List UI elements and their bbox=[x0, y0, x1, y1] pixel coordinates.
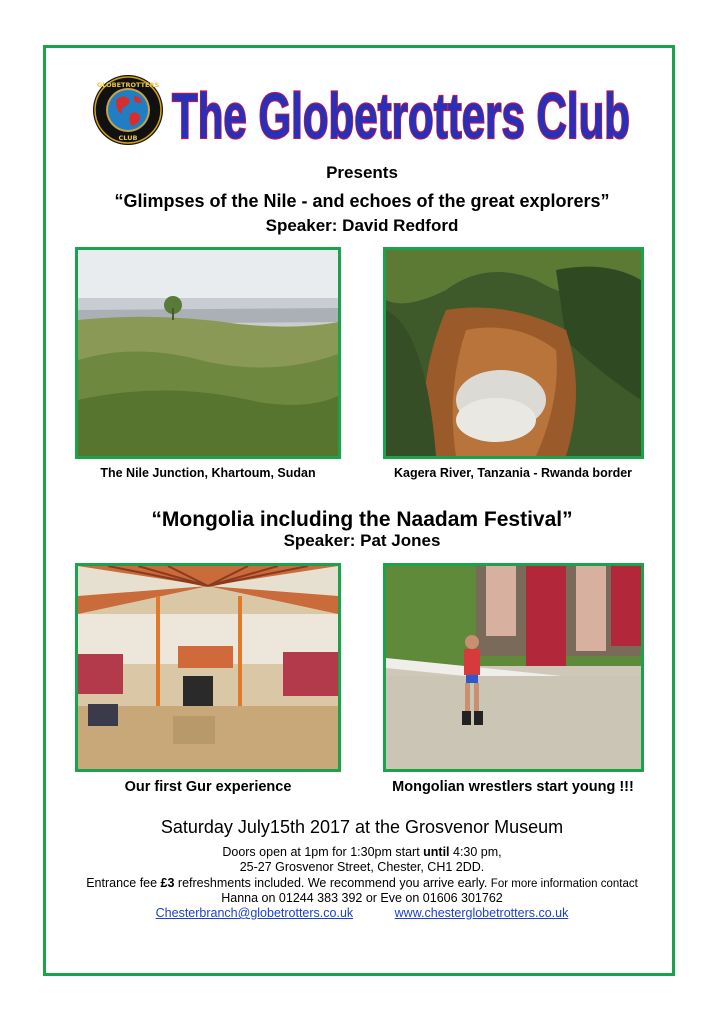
contact-links bbox=[0, 906, 724, 920]
talk1-title: “Glimpses of the Nile - and echoes of the great explorers” bbox=[114, 191, 610, 211]
caption-gur: Our first Gur experience bbox=[124, 779, 292, 795]
kagera-river-photo bbox=[383, 247, 644, 459]
brand-title: The Globetrotters Club bbox=[172, 80, 630, 152]
fee-amount: £3 bbox=[160, 876, 175, 890]
fee-line bbox=[0, 876, 724, 890]
doors-until: until bbox=[423, 845, 450, 859]
caption-nile-junction: The Nile Junction, Khartoum, Sudan bbox=[100, 466, 316, 480]
talk2-title: “Mongolia including the Naadam Festival” bbox=[151, 508, 573, 531]
presents-label: Presents bbox=[326, 163, 398, 182]
logo-bottom-text: CLUB bbox=[118, 134, 138, 142]
globetrotters-logo bbox=[92, 74, 164, 146]
gur-interior-photo bbox=[75, 563, 341, 772]
caption-wrestlers: Mongolian wrestlers start young !!! bbox=[392, 779, 634, 795]
fee-text: Entrance fee bbox=[86, 876, 161, 890]
fee-details: refreshments included. We recommend you arrive early. bbox=[174, 876, 491, 890]
event-date-venue: Saturday July15th 2017 at the Grosvenor Museum bbox=[160, 817, 564, 837]
doors-end-time: 4:30 pm, bbox=[449, 845, 502, 859]
nile-junction-photo bbox=[75, 247, 341, 459]
talk1-speaker: Speaker: David Redford bbox=[265, 216, 459, 235]
wrestlers-photo bbox=[383, 563, 644, 772]
contacts-line: Hanna on 01244 383 392 or Eve on 01606 301762 bbox=[221, 891, 503, 905]
website-link[interactable]: www.chesterglobetrotters.co.uk bbox=[394, 906, 569, 920]
caption-kagera-river: Kagera River, Tanzania - Rwanda border bbox=[393, 466, 633, 480]
doors-open-text: Doors open at 1pm for 1:30pm start bbox=[222, 845, 424, 859]
logo-top-text: GLOBETROTTERS bbox=[96, 81, 160, 89]
email-link[interactable]: Chesterbranch@globetrotters.co.uk bbox=[155, 906, 354, 920]
brand-title-wrap bbox=[166, 68, 636, 160]
address-line: 25-27 Grosvenor Street, Chester, CH1 2DD. bbox=[239, 860, 485, 874]
doors-open-line bbox=[0, 845, 724, 859]
more-info-text: For more information contact bbox=[490, 878, 638, 890]
talk2-speaker: Speaker: Pat Jones bbox=[283, 531, 441, 550]
